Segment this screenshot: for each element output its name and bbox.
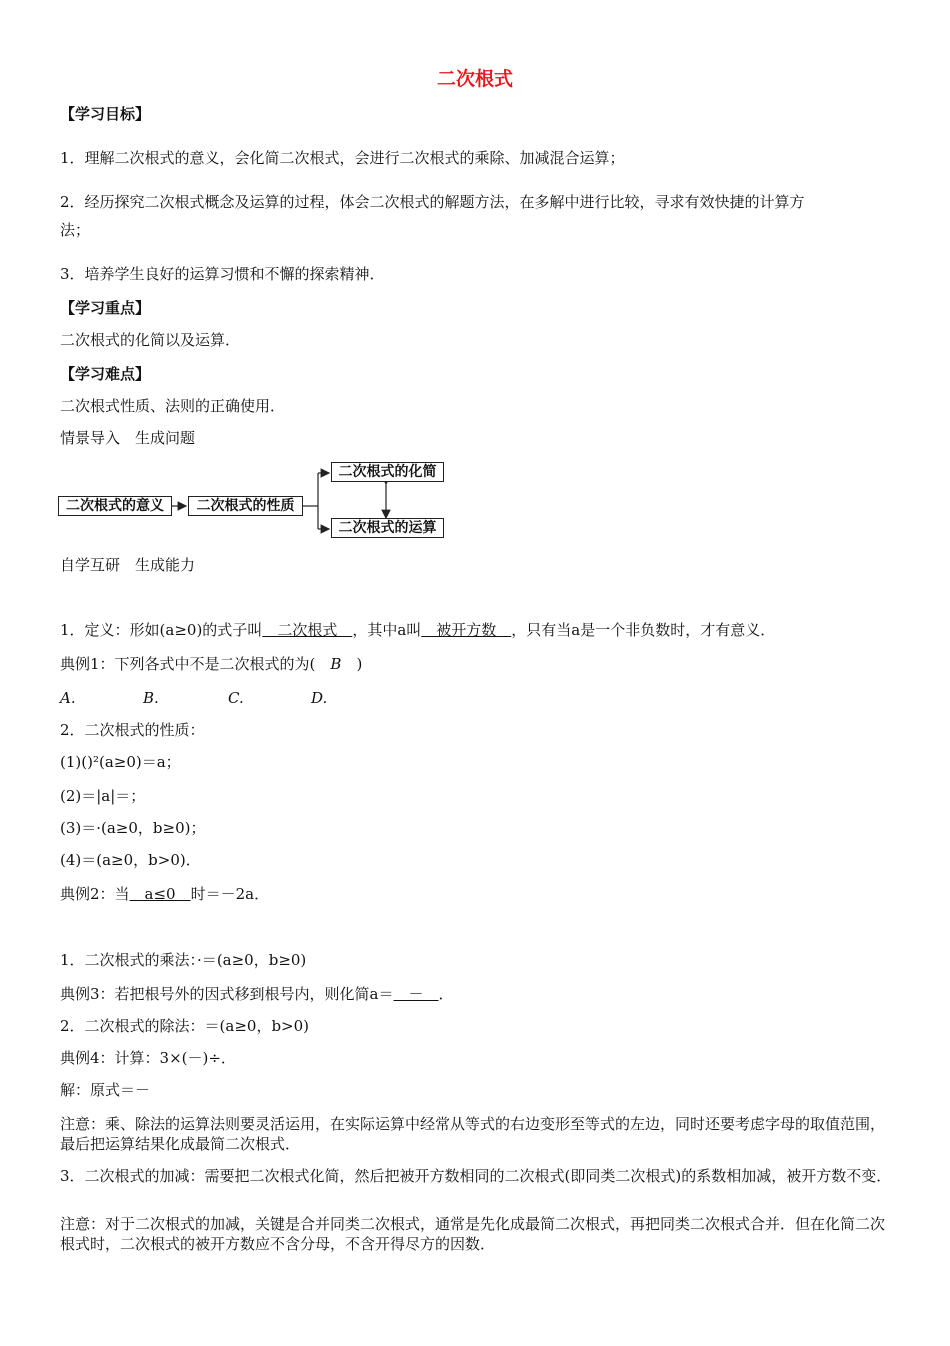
option-b: B. bbox=[143, 689, 159, 707]
property-heading: 2．二次根式的性质： bbox=[60, 721, 205, 739]
goal-3: 3．培养学生良好的运算习惯和不懈的探索精神． bbox=[60, 265, 385, 283]
definition-suffix: ，只有当a是一个非负数时，才有意义． bbox=[511, 621, 776, 639]
example-1-prefix: 典例1：下列各式中不是二次根式的为( bbox=[60, 655, 331, 673]
definition-blank-2: 被开方数 bbox=[421, 621, 512, 639]
option-a: A. bbox=[60, 689, 76, 707]
example-4: 典例4：计算：3×(－)÷． bbox=[60, 1049, 236, 1067]
example-3-answer: － bbox=[393, 985, 439, 1003]
goal-2: 2．经历探究二次根式概念及运算的过程，体会二次根式的解题方法，在多解中进行比较，寻求有效快捷的计算方 bbox=[60, 193, 805, 211]
note-1: 注意：乘、除法的运算法则要灵活运用，在实际运算中经常从等式的右边变形至等式的左边，同时还要考虑字母的取值范围，最后把运算结果化成最简二次根式． bbox=[60, 1115, 886, 1153]
definition-prefix: 1．定义：形如(a≥0)的式子叫 bbox=[60, 621, 263, 639]
property-1: (1)()²(a≥0)＝a； bbox=[60, 753, 181, 771]
example-3-prefix: 典例3：若把根号外的因式移到根号内，则化简a＝ bbox=[60, 985, 394, 1003]
property-3: (3)＝·(a≥0，b≥0)； bbox=[60, 819, 206, 837]
example-3-suffix: ． bbox=[438, 985, 454, 1003]
flow-box-property: 二次根式的性质 bbox=[188, 496, 303, 516]
addition-rule: 3．二次根式的加减：需要把二次根式化简，然后把被开方数相同的二次根式(即同类二次根式)的系数相加减，被开方数不变． bbox=[60, 1167, 892, 1185]
flow-box-meaning: 二次根式的意义 bbox=[58, 496, 172, 516]
key-heading: 【学习重点】 bbox=[60, 299, 151, 317]
option-d: D. bbox=[311, 689, 328, 707]
definition-line bbox=[60, 620, 775, 640]
goal-heading: 【学习目标】 bbox=[60, 105, 151, 123]
property-4: (4)＝(a≥0，b>0)． bbox=[60, 851, 201, 869]
key-text: 二次根式的化简以及运算． bbox=[60, 331, 241, 349]
hard-text: 二次根式性质、法则的正确使用． bbox=[60, 397, 286, 415]
example-2 bbox=[60, 884, 269, 904]
goal-1: 1．理解二次根式的意义，会化简二次根式，会进行二次根式的乘除、加减混合运算； bbox=[60, 149, 625, 167]
option-c: C. bbox=[228, 689, 244, 707]
goal-2-cont: 法； bbox=[60, 221, 91, 239]
page-title: 二次根式 bbox=[436, 68, 513, 90]
division-rule: 2．二次根式的除法：＝(a≥0，b>0) bbox=[60, 1017, 310, 1035]
note-2: 注意：对于二次根式的加减，关键是合并同类二次根式，通常是先化成最简二次根式，再把同类二次根式合并．但在化简二次根式时，二次根式的被开方数应不含分母，不含开得尽方的因数． bbox=[60, 1215, 886, 1253]
intro-heading: 情景导入 生成问题 bbox=[60, 429, 196, 447]
solution: 解：原式＝－ bbox=[60, 1081, 151, 1099]
flow-connectors bbox=[0, 0, 950, 560]
self-heading: 自学互研 生成能力 bbox=[60, 556, 196, 574]
example-1-answer: B bbox=[330, 655, 342, 673]
property-2: (2)＝|a|＝； bbox=[60, 787, 146, 805]
hard-heading: 【学习难点】 bbox=[60, 365, 151, 383]
example-3 bbox=[60, 984, 454, 1004]
definition-mid: ，其中a叫 bbox=[352, 621, 422, 639]
example-1-suffix: ) bbox=[341, 655, 363, 673]
example-1 bbox=[60, 654, 362, 674]
flow-box-operation: 二次根式的运算 bbox=[331, 518, 444, 538]
flow-box-simplify: 二次根式的化简 bbox=[331, 462, 444, 482]
example-2-prefix: 典例2：当 bbox=[60, 885, 130, 903]
example-2-suffix: 时＝－2a． bbox=[190, 885, 270, 903]
definition-blank-1: 二次根式 bbox=[262, 621, 353, 639]
example-2-answer: a≤0 bbox=[129, 885, 191, 903]
multiplication-rule: 1．二次根式的乘法：·＝(a≥0，b≥0) bbox=[60, 951, 307, 969]
